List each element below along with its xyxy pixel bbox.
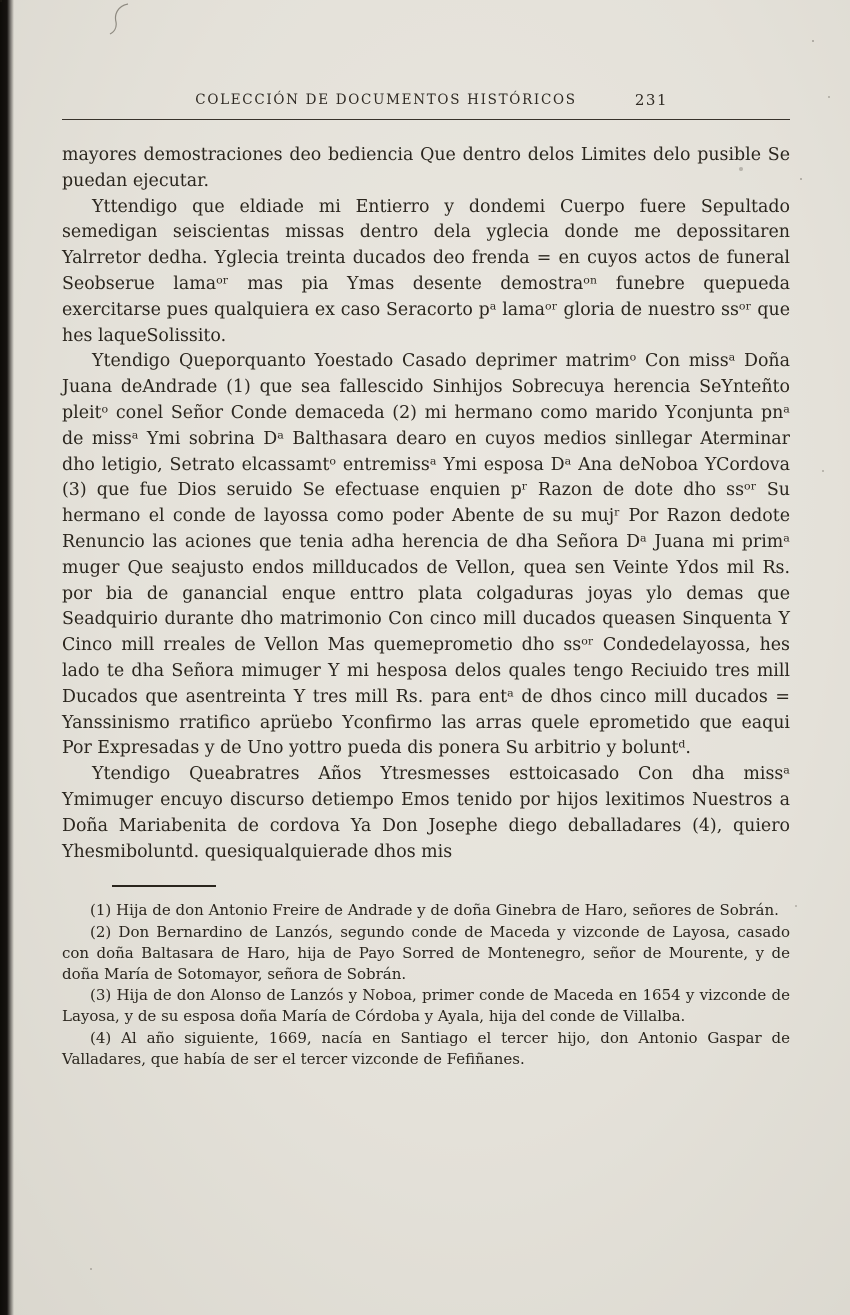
body-paragraph-2: Yttendigo que eldiade mi Entierro y dondemi Cuerpo fuere Sepultado semedigan seiscientas missas dentro dela yglecia donde me depossitaren Yalrretor dedha. Yglecia treinta ducados deo frenda = en cuyos actos de funeral Seobserue lamaᵒʳ mas pia Ymas desente demostraᵒⁿ funebre quepueda exercitarse pues qualquiera ex caso Seracorto pᵃ lamaᵒʳ gloria de nuestro ssᵒʳ que hes laqueSolissito. <box>62 196 790 346</box>
body-paragraph-4: Ytendigo Queabratres Años Ytresmesses esttoicasado Con dha missᵃ Ymimuger encuyo discurso detiempo Emos tenido por hijos lexitimos Nuestros a Doña Mariabenita de cordova Ya Don Josephe diego deballadares (4), quiero Yhesmiboluntd. quesiqualquierade dhos mis <box>62 764 790 862</box>
footnotes-section <box>62 900 790 1070</box>
page-header <box>62 92 790 112</box>
page-content <box>62 0 790 1070</box>
body-paragraph-1: mayores demostraciones deo bediencia Que dentro delos Limites delo pusible Se puedan ejecutar. <box>62 145 790 191</box>
footnote-separator-rule <box>112 885 216 887</box>
document-body <box>62 143 790 865</box>
page-number: 231 <box>634 91 668 109</box>
scan-gutter-shadow <box>0 0 14 1315</box>
footnote-2: (2) Don Bernardino de Lanzós, segundo conde de Maceda y vizconde de Layosa, casado con doña Baltasara de Haro, hija de Payo Sorred de Montenegro, señor de Mourente, y de doña María de Sotomayor, señora de Sobrán. <box>62 922 790 983</box>
running-title: COLECCIÓN DE DOCUMENTOS HISTÓRICOS <box>195 92 577 108</box>
footnote-3: (3) Hija de don Alonso de Lanzós y Noboa, primer conde de Maceda en 1654 y vizconde de Layosa, y de su esposa doña María de Córdoba y Ayala, hija del conde de Villalba. <box>62 986 790 1026</box>
body-paragraph-3: Ytendigo Queporquanto Yoestado Casado deprimer matrimᵒ Con missᵃ Doña Juana deAndrade (1) que sea fallescido Sinhijos Sobrecuya herencia SeYnteñto pleitᵒ conel Señor Conde demaceda (2) mi hermano como marido Yconjunta pnᵃ de missᵃ Ymi sobrina Dᵃ Balthasara dearo en cuyos medios sinllegar Aterminar dho letigio, Setrato elcassamtᵒ entremissᵃ Ymi esposa Dᵃ Ana deNoboa YCordova (3) que fue Dios seruido Se efectuase enquien pʳ Razon de dote dho ssᵒʳ Su hermano el conde de layossa como poder Abente de su mujʳ Por Razon dedote Renuncio las aciones que tenia adha herencia de dha Señora Dᵃ Juana mi primᵃ muger Que seajusto endos millducados de Vellon, quea sen Veinte Ydos mil Rs. por bia de ganancial enque enttro plata colgaduras joyas ylo demas que Seadquirio durante dho matrimonio Con cinco mill ducados queasen Sinquenta Y Cinco mill rreales de Vellon Mas quemeprometio dho ssᵒʳ Condedelayossa, hes lado te dha Señora mimuger Y mi hesposa delos quales tengo Reciuido tres mill Ducados que asentreinta Y tres mill Rs. para entᵃ de dhos cinco mill ducados = Yanssinismo rratifico aprüebo Yconfirmo las arras quele eprometido que eaqui Por Expresadas y de Uno yottro pueda dis ponera Su arbitrio y boluntᵈ. <box>62 351 790 759</box>
header-rule <box>62 119 790 120</box>
scan-noise-specks <box>0 0 2 2</box>
footnote-1: (1) Hija de don Antonio Freire de Andrade y de doña Ginebra de Haro, señores de Sobrán. <box>90 901 779 920</box>
footnote-4: (4) Al año siguiente, 1669, nacía en Santiago el tercer hijo, don Antonio Gaspar de Valladares, que había de ser el tercer vizconde de Fefiñanes. <box>62 1028 790 1068</box>
